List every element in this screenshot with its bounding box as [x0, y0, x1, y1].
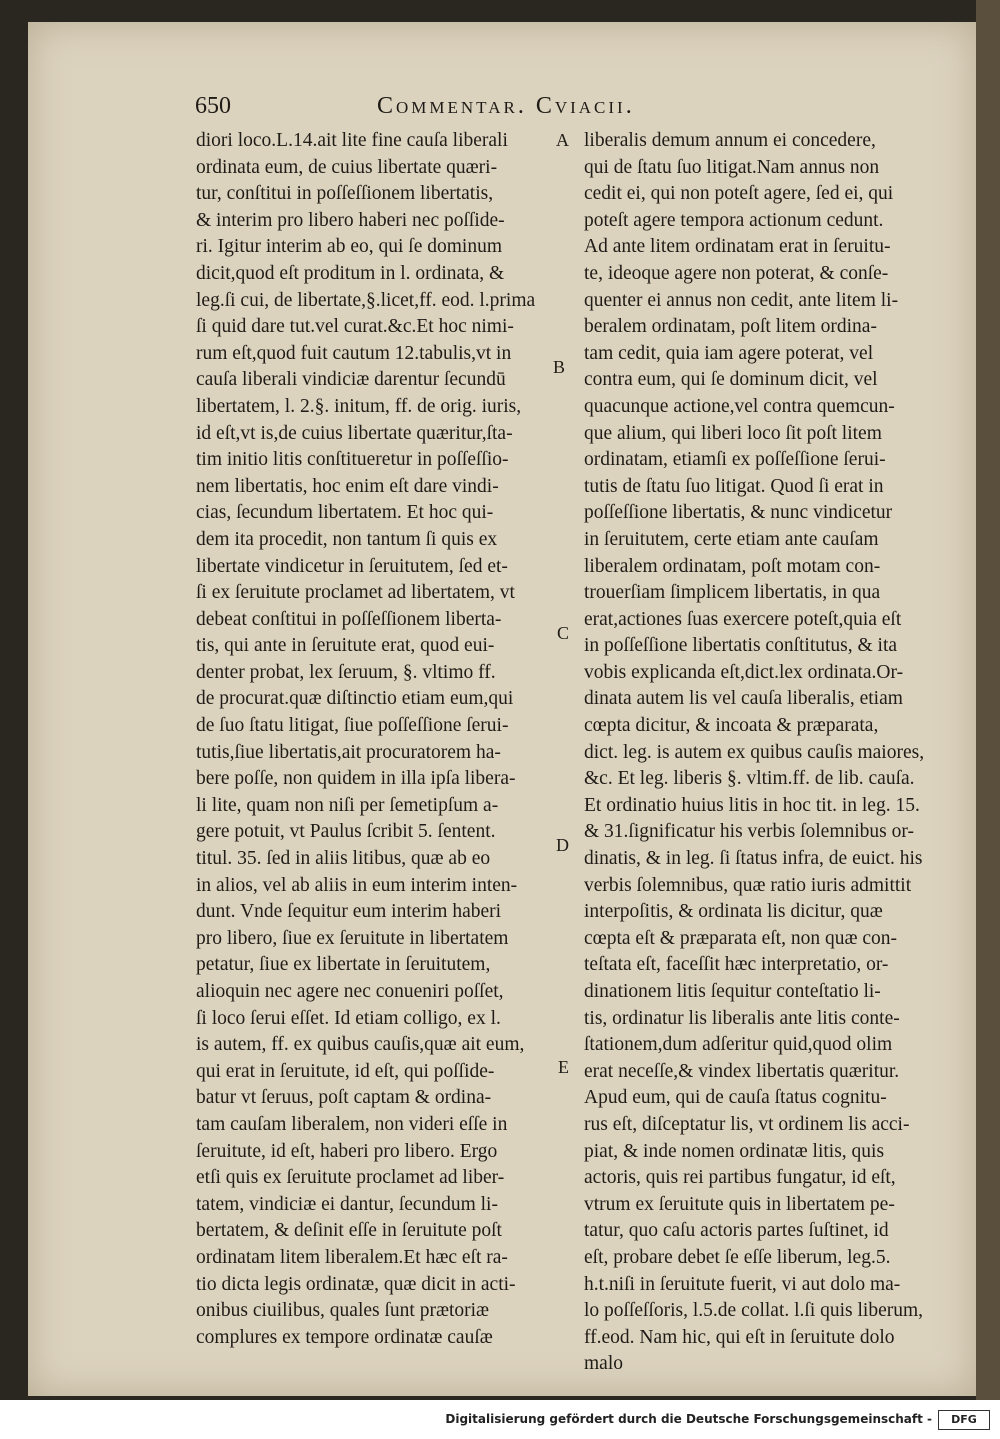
text-line: onibus ciuilibus, quales ſunt prætoriæ — [196, 1300, 490, 1322]
text-line: id eſt,vt is,de cuius libertate quæritur,ſta- — [196, 422, 513, 444]
text-line: tur, conſtitui in poſſeſſionem libertatis, — [196, 183, 494, 205]
text-line: debeat conſtitui in poſſeſſionem liberta- — [196, 608, 502, 630]
text-line: beralem ordinatam, poſt litem ordina- — [584, 316, 877, 338]
text-line: in alios, vel ab aliis in eum interim inten- — [196, 874, 518, 896]
margin-letter-b: B — [553, 357, 566, 377]
text-line: rus eſt, diſceptatur lis, vt ordinem lis acci- — [584, 1113, 910, 1135]
text-line: tutis,ſiue libertatis,ait procuratorem ha- — [196, 741, 501, 763]
text-line: de procurat.quæ diſtinctio etiam eum,qui — [196, 688, 514, 710]
text-line: in poſſeſſione libertatis conſtitutus, & ita — [584, 635, 898, 657]
text-line: cœpta dicitur, & incoata & præparata, — [584, 715, 879, 737]
text-line: tatur, quo caſu actoris partes ſuſtinet, id — [584, 1220, 889, 1242]
text-line: ſeruitute, id eſt, haberi pro libero. Ergo — [196, 1140, 498, 1162]
text-line: cœpta eſt & præparata eſt, non quæ con- — [584, 927, 897, 949]
text-line: ri. Igitur interim ab eo, qui ſe dominum — [196, 236, 502, 258]
text-line: qui erat in ſeruitute, id eſt, qui poſſide- — [196, 1060, 495, 1082]
text-line: qui de ſtatu ſuo litigat.Nam annus non — [584, 156, 880, 178]
text-line: in ſeruitutem, certe etiam ante cauſam — [584, 528, 879, 550]
text-line: alioquin nec agere nec conueniri poſſet, — [196, 981, 504, 1002]
text-line: ordinatam, etiamſi ex poſſeſſione ſerui- — [584, 449, 886, 471]
footer-bar — [0, 1400, 1000, 1439]
text-line: &c. Et leg. liberis §. vltim.ff. de lib. cauſa. — [584, 768, 915, 790]
text-line: titul. 35. ſed in aliis litibus, quæ ab eo — [196, 848, 491, 870]
text-line: ſi loco ſerui eſſet. Id etiam colligo, ex l. — [196, 1007, 501, 1029]
text-line: erat,actiones ſuas exercere poteſt,quia eſt — [584, 608, 902, 630]
text-line: nem libertatis, hoc enim eſt dare vindi- — [196, 475, 499, 497]
text-line: tutis de ſtatu ſuo litigat. Quod ſi erat in — [584, 475, 884, 497]
right-text-column — [584, 128, 949, 1378]
margin-letter-d: D — [556, 835, 569, 855]
text-line: ſtationem,dum adſeritur quid,quod olim — [584, 1034, 893, 1056]
text-line: is autem, ff. ex quibus cauſis,quæ ait eum, — [196, 1034, 525, 1056]
text-line: de ſuo ſtatu litigat, ſiue poſſeſſione ſerui- — [196, 715, 509, 737]
text-line: dinationem litis ſequitur conteſtatio li- — [584, 981, 881, 1002]
text-line: piat, & inde nomen ordinatæ litis, quis — [584, 1140, 885, 1162]
text-line: quacunque actione,vel contra quemcun- — [584, 395, 895, 417]
text-line: dicit,quod eſt proditum in l. ordinata, & — [196, 262, 505, 284]
text-line: libertatem, l. 2.§. initum, ff. de orig. iuris, — [196, 395, 522, 417]
text-line: dinatis, & in leg. ſi ſtatus infra, de euict. his — [584, 848, 923, 870]
text-line: leg.ſi cui, de libertate,§.licet,ff. eod. l.prima — [196, 289, 536, 311]
text-line: diori loco.L.14.ait lite fine cauſa liberali — [196, 130, 508, 151]
text-line: & interim pro libero haberi nec poſſide- — [196, 209, 505, 231]
text-line: gere potuit, vt Paulus ſcribit 5. ſentent. — [196, 821, 496, 843]
text-line: liberalis demum annum ei concedere, — [584, 130, 876, 151]
text-line: quenter ei annus non cedit, ante litem li- — [584, 289, 899, 311]
running-title: Commentar. Cviacii. — [377, 93, 635, 119]
funding-credit: Digitalisierung gefördert durch die Deutsche Forschungsgemeinschaft - — [445, 1412, 932, 1426]
text-line: batur vt ſeruus, poſt captam & ordina- — [196, 1087, 492, 1109]
text-line: liberalem ordinatam, poſt motam con- — [584, 555, 881, 577]
text-line: dem ita procedit, non tantum ſi quis ex — [196, 528, 498, 550]
text-line: dict. leg. is autem ex quibus cauſis maiores, — [584, 741, 925, 763]
text-line: teſtata eſt, faceſſit hæc interpretatio, or- — [584, 954, 889, 976]
text-line: tis, qui ante in ſeruitute erat, quod eui- — [196, 635, 495, 657]
margin-letter-e: E — [558, 1057, 569, 1077]
text-line: ordinata eum, de cuius libertate quæri- — [196, 156, 498, 178]
text-line: trouerſiam ſimplicem libertatis, in qua — [584, 582, 881, 604]
text-line: cias, ſecundum libertatem. Et hoc qui- — [196, 502, 494, 524]
text-line: h.t.niſi in ſeruitute fuerit, vi aut dolo ma- — [584, 1273, 901, 1295]
text-line: poteſt agere tempora actionum cedunt. — [584, 209, 884, 231]
text-line: que alium, qui liberi loco ſit poſt litem — [584, 422, 882, 444]
text-line: verbis ſolemnibus, quæ ratio iuris admittit — [584, 874, 912, 896]
text-line: Et ordinatio huius litis in hoc tit. in leg. 15. — [584, 794, 920, 816]
text-line: tatem, vindiciæ ei dantur, ſecundum li- — [196, 1193, 498, 1215]
text-line: Ad ante litem ordinatam erat in ſeruitu- — [584, 236, 891, 258]
book-spine — [976, 0, 1000, 1400]
text-line: Apud eum, qui de cauſa ſtatus cognitu- — [584, 1087, 887, 1109]
text-line: tam cauſam liberalem, non videri eſſe in — [196, 1113, 508, 1135]
text-line: rum eſt,quod fuit cautum 12.tabulis,vt in — [196, 342, 512, 364]
text-line: ſi quid dare tut.vel curat.&c.Et hoc nimi- — [196, 316, 514, 338]
text-line: tim initio litis conſtitueretur in poſſeſſio- — [196, 449, 509, 471]
text-line: actoris, quis rei partibus fungatur, id eſt, — [584, 1167, 896, 1189]
text-line: lo poſſeſſoris, l.5.de collat. l.ſi quis liberum, — [584, 1300, 924, 1322]
text-line: eſt, probare debet ſe eſſe liberum, leg.5. — [584, 1246, 891, 1268]
text-line: li lite, quam non niſi per ſemetipſum a- — [196, 794, 499, 816]
text-line: tis, ordinatur lis liberalis ante litis conte- — [584, 1007, 900, 1029]
text-line: petatur, ſiue ex libertate in ſeruitutem, — [196, 954, 491, 976]
margin-letter-c: C — [557, 623, 570, 643]
text-line: dinata autem lis vel cauſa liberalis, etiam — [584, 688, 903, 710]
text-line: contra eum, qui ſe dominum dicit, vel — [584, 369, 878, 391]
text-line: tio dicta legis ordinatæ, quæ dicit in acti- — [196, 1273, 516, 1295]
text-line: libertate vindicetur in ſeruitutem, ſed et- — [196, 555, 508, 577]
left-text-column — [196, 128, 566, 1351]
margin-letter-a: A — [556, 130, 569, 150]
text-line: etſi quis ex ſeruitute proclamet ad liber- — [196, 1167, 505, 1189]
text-line: ſi ex ſeruitute proclamet ad libertatem, vt — [196, 582, 515, 604]
text-line: malo — [584, 1353, 623, 1375]
text-line: dunt. Vnde ſequitur eum interim haberi — [196, 901, 502, 923]
text-line: tam cedit, quia iam agere poterat, vel — [584, 342, 874, 364]
text-line: interpoſitis, & ordinata lis dicitur, quæ — [584, 901, 883, 923]
text-line: denter probat, lex ſeruum, §. vltimo ff. — [196, 661, 496, 683]
dfg-logo: DFG — [938, 1410, 990, 1430]
text-line: cauſa liberali vindiciæ darentur ſecundū — [196, 369, 506, 391]
text-line: vtrum ex ſeruitute quis in libertatem pe- — [584, 1193, 895, 1215]
text-line: ordinatam litem liberalem.Et hæc eſt ra- — [196, 1246, 508, 1268]
text-line: poſſeſſione libertatis, & nunc vindicetur — [584, 502, 893, 524]
text-line: & 31.ſignificatur his verbis ſolemnibus or- — [584, 821, 914, 843]
text-line: ff.eod. Nam hic, qui eſt in ſeruitute dolo — [584, 1326, 895, 1348]
text-line: te, ideoque agere non poterat, & conſe- — [584, 262, 889, 284]
page-number: 650 — [195, 93, 231, 119]
page-header — [195, 93, 945, 129]
text-line: complures ex tempore ordinatæ cauſæ — [196, 1326, 493, 1348]
text-line: bertatem, & deſinit eſſe in ſeruitute poſt — [196, 1220, 502, 1242]
text-line: erat neceſſe,& vindex libertatis quæritur. — [584, 1060, 900, 1082]
text-line: vobis explicanda eſt,dict.lex ordinata.Or- — [584, 661, 904, 683]
text-line: pro libero, ſiue ex ſeruitute in libertatem — [196, 927, 509, 949]
text-line: cedit ei, qui non poteſt agere, ſed ei, qui — [584, 183, 894, 205]
text-line: bere poſſe, non quidem in illa ipſa libera- — [196, 768, 516, 790]
